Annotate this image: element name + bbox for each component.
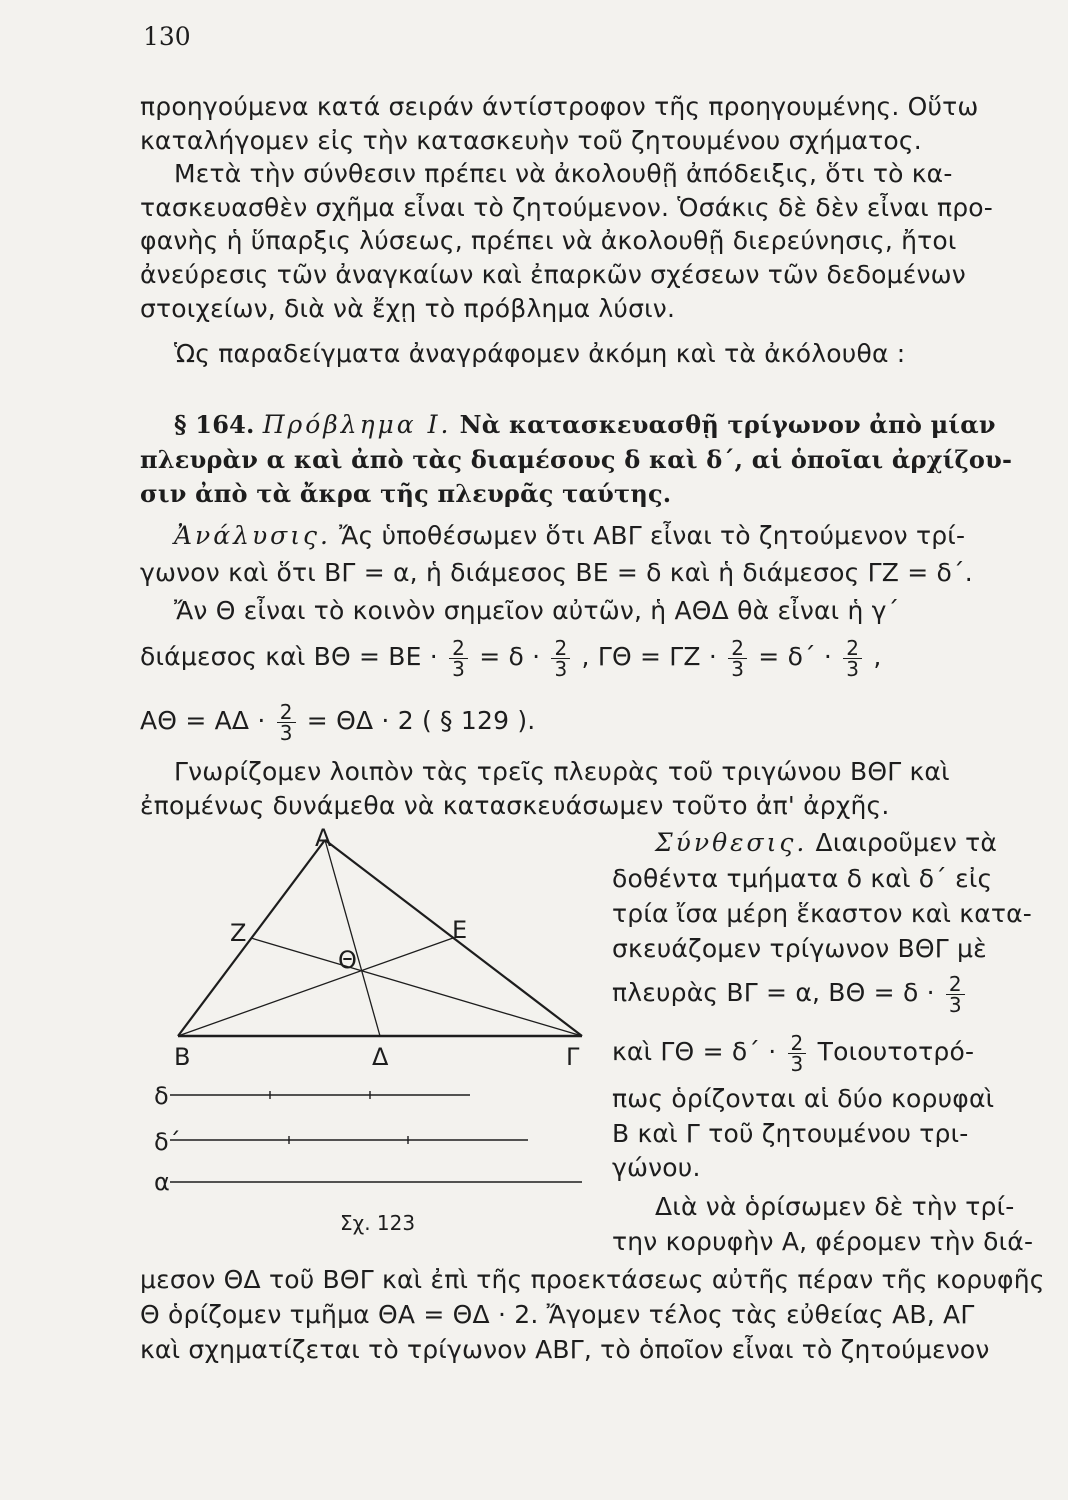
equation-part: , xyxy=(873,642,882,671)
synthesis-text: γώνου. xyxy=(612,1153,701,1182)
synthesis-text: Διὰ νὰ ὁρίσωμεν δὲ τὴν τρί- xyxy=(655,1192,1015,1221)
equation-part: καὶ ΓΘ = δ΄ · xyxy=(612,1037,777,1066)
problem-heading xyxy=(174,410,996,440)
analysis-line xyxy=(174,521,965,551)
label-G: Γ xyxy=(566,1043,580,1071)
fraction-denominator: 3 xyxy=(790,1051,804,1076)
analysis-text: Ἄς ὑποθέσωμεν ὅτι ΑΒΓ εἶναι τὸ ζητούμενον τρί- xyxy=(339,521,966,550)
text-line: φανὴς ἡ ὕπαρξις λύσεως, πρέπει νὰ ἀκολουθῇ διερεύνησις, ἤτοι xyxy=(140,226,957,255)
synthesis-text: πως ὁρίζονται αἱ δύο κορυφαὶ xyxy=(612,1084,995,1113)
fraction xyxy=(788,1030,807,1076)
median-GZ xyxy=(251,938,582,1036)
problem-title: Πρόβλημα Ι. xyxy=(262,410,452,439)
equation-line xyxy=(612,1027,974,1077)
section-number: § 164. xyxy=(174,410,255,439)
synthesis-text: δοθέντα τμήματα δ καὶ δ΄ εἰς xyxy=(612,864,993,893)
text-line: Θ ὁρίζομεν τμῆμα ΘΑ = ΘΔ · 2. Ἄγομεν τέλος τὰς εὐθείας ΑΒ, ΑΓ xyxy=(140,1300,975,1329)
fraction-denominator: 3 xyxy=(279,720,293,745)
analysis-text: ἐπομένως δυνάμεθα νὰ κατασκευάσωμεν τοῦτο ἀπ' ἀρχῆς. xyxy=(140,791,890,820)
equation-part: = δ΄ · xyxy=(758,642,833,671)
fraction-denominator: 3 xyxy=(948,992,962,1017)
equation-part: διάμεσος καὶ ΒΘ = ΒΕ · xyxy=(140,642,438,671)
problem-text: πλευρὰν α καὶ ἀπὸ τὰς διαμέσους δ καὶ δ΄, αἱ ὁποῖαι ἀρχίζου- xyxy=(140,445,1013,474)
page-number: 130 xyxy=(143,22,191,51)
fraction-denominator: 3 xyxy=(846,656,860,681)
synthesis-line xyxy=(655,828,997,858)
fraction xyxy=(277,699,296,745)
label-Theta: Θ xyxy=(338,946,357,974)
synthesis-text: σκευάζομεν τρίγωνον ΒΘΓ μὲ xyxy=(612,934,987,963)
text-line: προηγούμενα κατά σειράν άντίστροφον τῆς προηγουμένης. Οὕτω xyxy=(140,92,979,121)
text-line: στοιχείων, διὰ νὰ ἔχῃ τὸ πρόβλημα λύσιν. xyxy=(140,294,676,323)
problem-text: Νὰ κατασκευασθῇ τρίγωνον ἀπὸ μίαν xyxy=(459,410,996,439)
analysis-text: γωνον καὶ ὅτι ΒΓ = α, ἡ διάμεσος ΒΕ = δ καὶ ἡ διάμεσος ΓΖ = δ΄. xyxy=(140,558,973,587)
figure-123 xyxy=(150,820,600,1244)
analysis-label: Ἀνάλυσις. xyxy=(174,521,331,550)
label-delta-prime: δ΄ xyxy=(154,1128,181,1156)
analysis-text: Γνωρίζομεν λοιπὸν τὰς τρεῖς πλευρὰς τοῦ τριγώνου ΒΘΓ καὶ xyxy=(174,757,950,786)
fraction-numerator: 2 xyxy=(843,638,862,659)
analysis-text: Ἄν Θ εἶναι τὸ κοινὸν σημεῖον αὐτῶν, ἡ ΑΘΔ θὰ εἶναι ἡ γ΄ xyxy=(174,596,900,625)
text-line: καταλήγομεν εἰς τὴν κατασκευὴν τοῦ ζητουμένου σχήματος. xyxy=(140,126,922,155)
fraction-denominator: 3 xyxy=(731,656,745,681)
equation-part: = δ · xyxy=(479,642,541,671)
figure-caption: Σχ. 123 xyxy=(340,1211,416,1235)
fraction xyxy=(449,635,468,681)
fraction xyxy=(551,635,570,681)
equation-line xyxy=(140,632,882,682)
equation-line xyxy=(612,968,968,1018)
fraction xyxy=(728,635,747,681)
synthesis-text: τρία ἴσα μέρη ἕκαστον καὶ κατα- xyxy=(612,899,1033,928)
synthesis-text: την κορυφὴν Α, φέρομεν τὴν διά- xyxy=(612,1227,1034,1256)
label-A: Α xyxy=(315,824,332,852)
synthesis-label: Σύνθεσις. xyxy=(655,828,808,857)
text-line: Ὡς παραδείγματα ἀναγράφομεν ἀκόμη καὶ τὰ ἀκόλουθα : xyxy=(174,339,906,368)
label-D: Δ xyxy=(372,1043,389,1071)
equation-line xyxy=(140,696,535,746)
fraction-numerator: 2 xyxy=(449,638,468,659)
text-line: ἀνεύρεσις τῶν ἀναγκαίων καὶ ἐπαρκῶν σχέσεων τῶν δεδομένων xyxy=(140,260,966,289)
label-delta: δ xyxy=(154,1082,169,1110)
text-line: Μετὰ τὴν σύνθεσιν πρέπει νὰ ἀκολουθῇ ἀπόδειξις, ὅτι τὸ κα- xyxy=(174,159,953,188)
fraction xyxy=(843,635,862,681)
text-line: τασκευασθὲν σχῆμα εἶναι τὸ ζητούμενον. Ὁσάκις δὲ δὲν εἶναι προ- xyxy=(140,193,993,222)
synthesis-text: Διαιροῦμεν τὰ xyxy=(815,828,998,857)
label-B: Β xyxy=(174,1043,191,1071)
triangle-diagram xyxy=(150,820,600,1240)
label-E: Ε xyxy=(452,916,468,944)
label-Z: Ζ xyxy=(230,919,247,947)
equation-part: Τοιουτοτρό- xyxy=(817,1037,975,1066)
label-alpha: α xyxy=(154,1168,170,1196)
fraction-numerator: 2 xyxy=(728,638,747,659)
equation-part: = ΘΔ · 2 ( § 129 ). xyxy=(306,706,536,735)
equation-part: πλευρὰς ΒΓ = α, ΒΘ = δ · xyxy=(612,978,935,1007)
problem-text: σιν ἀπὸ τὰ ἄκρα τῆς πλευρᾶς ταύτης. xyxy=(140,479,672,508)
median-BE xyxy=(178,938,453,1036)
fraction xyxy=(946,971,965,1017)
text-line: μεσον ΘΔ τοῦ ΒΘΓ καὶ ἐπὶ τῆς προεκτάσεως αὐτῆς πέραν τῆς κορυφῆς xyxy=(140,1265,1045,1294)
fraction-denominator: 3 xyxy=(554,656,568,681)
equation-part: , ΓΘ = ΓΖ · xyxy=(581,642,718,671)
equation-part: ΑΘ = ΑΔ · xyxy=(140,706,266,735)
fraction-numerator: 2 xyxy=(946,974,965,995)
fraction-denominator: 3 xyxy=(452,656,466,681)
synthesis-text: Β καὶ Γ τοῦ ζητουμένου τρι- xyxy=(612,1119,969,1148)
text-line: καὶ σχηματίζεται τὸ τρίγωνον ΑΒΓ, τὸ ὁποῖον εἶναι τὸ ζητούμενον xyxy=(140,1335,990,1364)
fraction-numerator: 2 xyxy=(788,1033,807,1054)
median-AD xyxy=(325,840,380,1036)
fraction-numerator: 2 xyxy=(277,702,296,723)
fraction-numerator: 2 xyxy=(551,638,570,659)
